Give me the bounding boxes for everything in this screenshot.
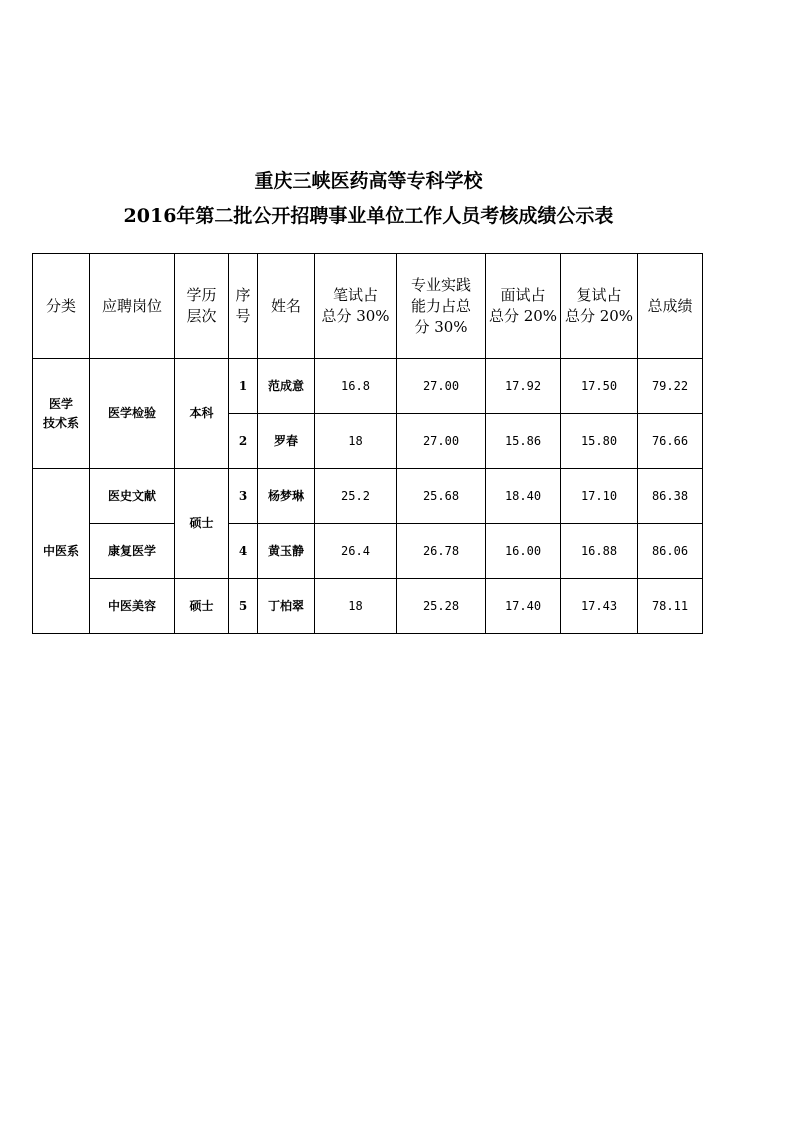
table-row (33, 359, 703, 414)
interview-cell: 16.00 (486, 524, 561, 579)
written-cell: 25.2 (315, 469, 397, 524)
header-name: 姓名 (258, 254, 315, 359)
header-seq-line: 号 (235, 307, 251, 325)
document-subtitle: 2016年第二批公开招聘事业单位工作人员考核成绩公示表 (123, 205, 614, 227)
results-table (32, 253, 703, 634)
document-title: 重庆三峡医药高等专科学校 (254, 170, 483, 192)
header-seq (229, 254, 258, 359)
seq-cell: 5 (229, 579, 258, 634)
header-education-line: 层次 (186, 307, 217, 325)
seq-cell: 1 (229, 359, 258, 414)
reexam-cell: 17.50 (561, 359, 638, 414)
name-cell: 丁柏翠 (258, 579, 315, 634)
group-label-line: 技术系 (42, 415, 79, 430)
table-row (33, 469, 703, 524)
interview-cell: 17.40 (486, 579, 561, 634)
total-cell: 76.66 (638, 414, 703, 469)
header-practice (397, 254, 486, 359)
reexam-cell: 16.88 (561, 524, 638, 579)
header-practice-line: 能力占总 (410, 296, 471, 315)
name-cell: 范成意 (258, 359, 315, 414)
name-cell: 罗春 (258, 414, 315, 469)
group-label-line: 医学 (48, 396, 73, 411)
education-cell: 硕士 (175, 469, 229, 579)
written-cell: 18 (315, 414, 397, 469)
seq-cell: 2 (229, 414, 258, 469)
written-cell: 16.8 (315, 359, 397, 414)
table-row (33, 524, 703, 579)
header-total: 总成绩 (638, 254, 703, 359)
written-cell: 26.4 (315, 524, 397, 579)
interview-cell: 17.92 (486, 359, 561, 414)
interview-cell: 15.86 (486, 414, 561, 469)
header-written-line: 笔试占 (332, 286, 378, 304)
header-row (33, 254, 703, 359)
header-reexam-line: 复试占 (576, 286, 622, 304)
position-cell: 医学检验 (90, 359, 175, 469)
header-interview (486, 254, 561, 359)
header-interview-line: 面试占 (500, 286, 546, 304)
header-interview-line: 总分 20% (488, 307, 558, 325)
group-cell: 中医系 (33, 469, 90, 634)
reexam-cell: 15.80 (561, 414, 638, 469)
practice-cell: 27.00 (397, 414, 486, 469)
header-education (175, 254, 229, 359)
practice-cell: 25.28 (397, 579, 486, 634)
practice-cell: 27.00 (397, 359, 486, 414)
reexam-cell: 17.10 (561, 469, 638, 524)
header-written-line: 总分 30% (321, 307, 390, 325)
header-education-line: 学历 (186, 286, 217, 304)
reexam-cell: 17.43 (561, 579, 638, 634)
header-practice-line: 分 30% (414, 317, 468, 336)
position-cell: 医史文献 (90, 469, 175, 524)
header-written (315, 254, 397, 359)
interview-cell: 18.40 (486, 469, 561, 524)
seq-cell: 3 (229, 469, 258, 524)
name-cell: 黄玉静 (258, 524, 315, 579)
header-reexam-line: 总分 20% (564, 307, 634, 325)
total-cell: 86.06 (638, 524, 703, 579)
position-cell: 中医美容 (90, 579, 175, 634)
written-cell: 18 (315, 579, 397, 634)
total-cell: 78.11 (638, 579, 703, 634)
education-cell: 本科 (175, 359, 229, 469)
position-cell: 康复医学 (90, 524, 175, 579)
name-cell: 杨梦琳 (258, 469, 315, 524)
header-practice-line: 专业实践 (410, 275, 471, 294)
seq-cell: 4 (229, 524, 258, 579)
education-cell: 硕士 (175, 579, 229, 634)
practice-cell: 26.78 (397, 524, 486, 579)
group-cell (33, 359, 90, 469)
total-cell: 79.22 (638, 359, 703, 414)
practice-cell: 25.68 (397, 469, 486, 524)
header-reexam (561, 254, 638, 359)
total-cell: 86.38 (638, 469, 703, 524)
header-category: 分类 (33, 254, 90, 359)
table-row (33, 579, 703, 634)
header-seq-line: 序 (235, 286, 251, 304)
header-position: 应聘岗位 (90, 254, 175, 359)
